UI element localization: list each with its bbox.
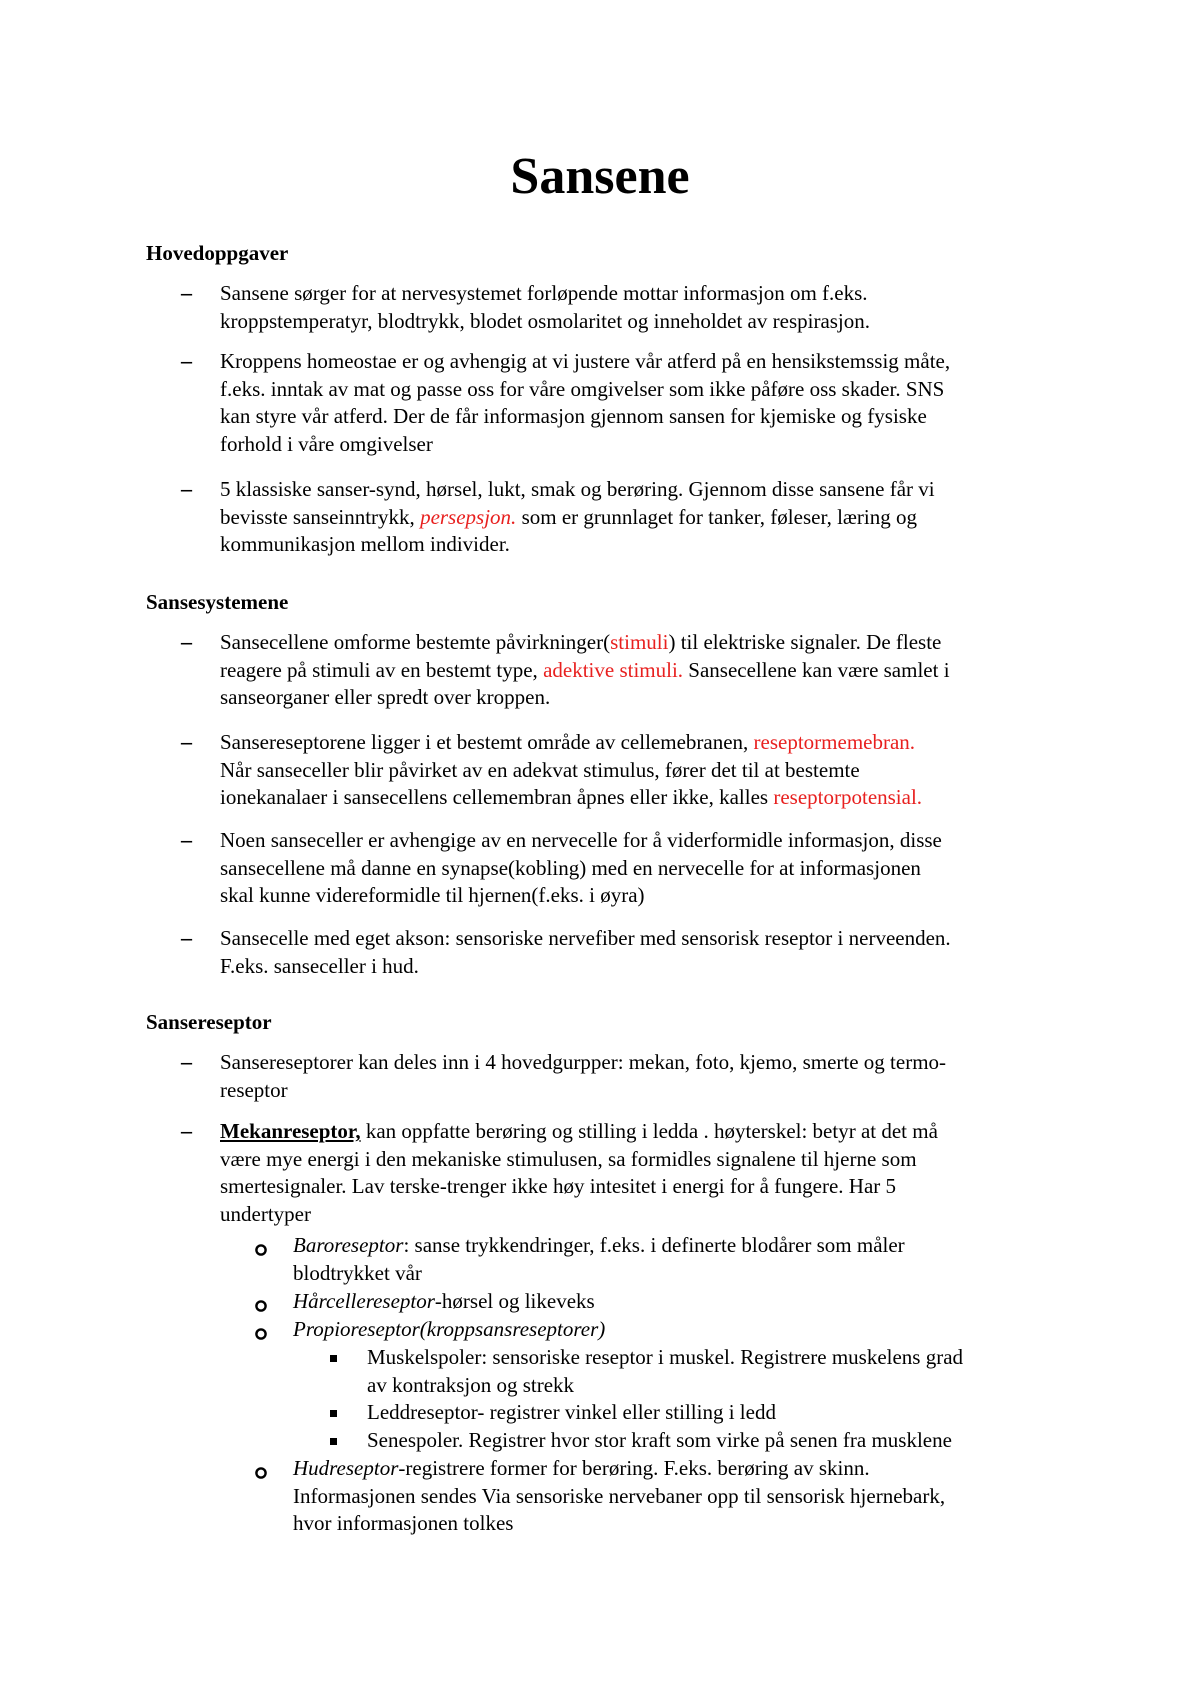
dash-bullet: – — [181, 280, 192, 305]
list-item — [220, 629, 1090, 712]
sub-item-harcellereseptor — [293, 1288, 1093, 1316]
term-baroreseptor: Baroreseptor — [293, 1233, 404, 1257]
line: kommunikasjon mellom individer. — [220, 532, 510, 556]
term-stimuli: stimuli — [610, 630, 669, 654]
circle-bullet-icon — [254, 1327, 268, 1341]
line: Senespoler. Registrer hvor stor kraft som virke på senen fra musklene — [367, 1428, 952, 1452]
line: -hørsel og likeveks — [434, 1289, 595, 1313]
square-bullet-icon — [330, 1438, 337, 1445]
line: skal kunne videreformidle til hjernen(f.eks. i øyra) — [220, 883, 645, 907]
line: Sansecellene kan være samlet i — [683, 657, 950, 682]
line: Informasjonen sendes Via sensoriske nervebaner opp til sensorisk hjernebark, — [293, 1483, 946, 1508]
line: F.eks. sanseceller i hud. — [220, 953, 419, 978]
term-hudreseptor: Hudreseptor — [293, 1456, 399, 1480]
line: ionekanalaer i sansecellens cellemembran åpnes eller ikke, kalles — [220, 785, 774, 809]
line: : sanse trykkendringer, f.eks. i definerte blodårer som måler — [403, 1233, 905, 1257]
line: bevisste sanseinntrykk, — [220, 504, 421, 529]
line: blodtrykket vår — [293, 1260, 422, 1285]
line: smertesignaler. Lav terske-trenger ikke høy intesitet i energi for å fungere. Har 5 — [220, 1174, 897, 1198]
line: -registrere former for berøring. F.eks. berøring av skinn. — [398, 1456, 870, 1480]
term-propioreseptor: Propioreseptor(kroppsansreseptorer) — [293, 1317, 606, 1341]
circle-bullet-icon — [254, 1299, 268, 1313]
line: være mye energi i den mekaniske stimulusen, sa formidles signalene til hjerne som — [220, 1146, 917, 1171]
line: sanseorganer eller spredt over kroppen. — [220, 685, 551, 709]
dash-bullet: – — [181, 729, 192, 754]
term-mekanreseptor: Mekanreseptor, — [220, 1119, 361, 1143]
line: Sansene sørger for at nervesystemet forløpende mottar informasjon om f.eks. — [220, 281, 868, 305]
sub-item-baroreseptor — [293, 1232, 1093, 1287]
line: Kroppens homeostae er og avhengig at vi justere vår atferd på en hensikstemssig måte, — [220, 349, 951, 373]
section-heading-hovedoppgaver: Hovedoppgaver — [146, 241, 289, 265]
sub-sub-item-senespoler — [367, 1427, 1097, 1455]
circle-bullet-icon — [254, 1243, 268, 1257]
term-reseptorpotensial: reseptorpotensial. — [773, 785, 923, 809]
dash-bullet: – — [181, 348, 192, 373]
line: Sansereseptorene ligger i et bestemt område av cellemebranen, — [220, 730, 754, 754]
page-title: Sansene — [510, 148, 690, 205]
square-bullet-icon — [330, 1410, 337, 1417]
line: Sansecelle med eget akson: sensoriske nervefiber med sensorisk reseptor i nerveenden. — [220, 926, 951, 950]
list-item — [220, 925, 1090, 980]
list-item — [220, 1118, 1090, 1228]
square-bullet-icon — [330, 1355, 337, 1362]
circle-bullet-icon — [254, 1466, 268, 1480]
line: forhold i våre omgivelser — [220, 431, 433, 456]
line: som er grunnlaget for tanker, føleser, læring og — [516, 504, 918, 529]
line: 5 klassiske sanser-synd, hørsel, lukt, smak og berøring. Gjennom disse sansene får vi — [220, 477, 935, 501]
dash-bullet: – — [181, 476, 192, 501]
term-adektive-stimuli: adektive stimuli. — [543, 657, 684, 682]
line: Når sanseceller blir påvirket av en adekvat stimulus, fører det til at bestemte — [220, 757, 860, 782]
line: f.eks. inntak av mat og passe oss for våre omgivelser som ikke påføre oss skader. SNS — [220, 376, 945, 401]
list-item — [220, 476, 1090, 559]
line: kan oppfatte berøring og stilling i ledda . høyterskel: betyr at det må — [360, 1119, 938, 1143]
line: ) til elektriske signaler. De fleste — [668, 630, 942, 654]
term-persepsjon: persepsjon. — [420, 504, 517, 529]
list-item — [220, 280, 1090, 335]
sub-item-propioreseptor — [293, 1316, 1093, 1344]
line: Noen sanseceller er avhengige av en nervecelle for å viderformidle informasjon, disse — [220, 828, 942, 852]
sub-sub-item-muskelspoler — [367, 1344, 1097, 1399]
list-item — [220, 729, 1090, 812]
dash-bullet: – — [181, 1049, 192, 1074]
list-item — [220, 348, 1090, 458]
dash-bullet: – — [181, 827, 192, 852]
line: hvor informasjonen tolkes — [293, 1511, 514, 1535]
line: av kontraksjon og strekk — [367, 1372, 575, 1397]
line: kan styre vår atferd. Der de får informasjon gjennom sansen for kjemiske og fysiske — [220, 404, 927, 428]
line: Sansereseptorer kan deles inn i 4 hovedgurpper: mekan, foto, kjemo, smerte og termo- — [220, 1050, 947, 1074]
line: Sansecellene omforme bestemte påvirkninger( — [220, 630, 611, 654]
line: kroppstemperatyr, blodtrykk, blodet osmolaritet og inneholdet av respirasjon. — [220, 308, 871, 333]
line: sansecellene må danne en synapse(kobling) med en nervecelle for at informasjonen — [220, 855, 921, 880]
list-item — [220, 827, 1090, 910]
section-heading-sansereseptor: Sansereseptor — [146, 1010, 272, 1034]
line: Muskelspoler: sensoriske reseptor i muskel. Registrere muskelens grad — [367, 1345, 964, 1369]
dash-bullet: – — [181, 1118, 192, 1143]
line: reagere på stimuli av en bestemt type, — [220, 657, 544, 682]
dash-bullet: – — [181, 629, 192, 654]
line: Leddreseptor- registrer vinkel eller stilling i ledd — [367, 1400, 776, 1424]
term-harcellereseptor: Hårcellereseptor — [293, 1289, 435, 1313]
section-heading-sansesystemene: Sansesystemene — [146, 590, 289, 614]
sub-item-hudreseptor — [293, 1455, 1093, 1538]
list-item — [220, 1049, 1090, 1104]
line: undertyper — [220, 1201, 311, 1226]
term-reseptormemebran: reseptormemebran. — [753, 730, 916, 754]
dash-bullet: – — [181, 925, 192, 950]
line: reseptor — [220, 1077, 288, 1102]
sub-sub-item-leddreseptor — [367, 1399, 1097, 1427]
